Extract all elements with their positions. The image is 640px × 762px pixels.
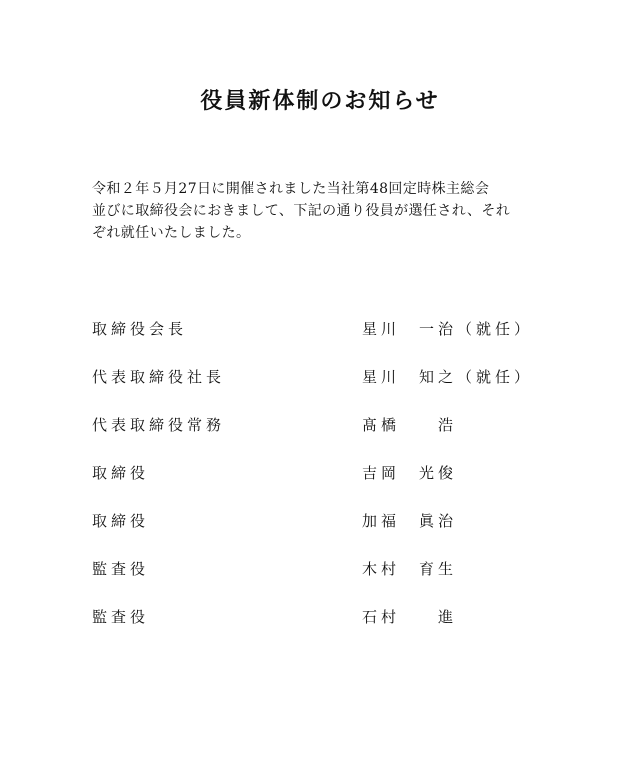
officer-list <box>92 318 562 654</box>
officer-name: 木村 育生 <box>362 560 458 578</box>
officer-title: 代表取締役常務 <box>92 416 226 434</box>
officer-row <box>92 318 562 366</box>
officer-row <box>92 414 562 462</box>
officer-title: 取締役会長 <box>92 320 188 338</box>
officer-name: 髙橋 浩 <box>362 416 458 434</box>
officer-row <box>92 366 562 414</box>
officer-title: 取締役 <box>92 464 150 482</box>
officer-title: 監査役 <box>92 560 150 578</box>
paragraph-line: ぞれ就任いたしました。 <box>92 225 251 241</box>
officer-name: 星川 知之（就任） <box>362 368 534 386</box>
officer-name: 星川 一治（就任） <box>362 320 534 338</box>
paragraph-line: 令和２年５月27日に開催されました当社第48回定時株主総会 <box>92 181 490 197</box>
document-title: 役員新体制のお知らせ <box>200 88 440 114</box>
officer-title: 監査役 <box>92 608 150 626</box>
officer-title: 代表取締役社長 <box>92 368 226 386</box>
officer-name: 加福 眞治 <box>362 512 458 530</box>
officer-row <box>92 510 562 558</box>
officer-name: 吉岡 光俊 <box>362 464 458 482</box>
officer-title: 取締役 <box>92 512 150 530</box>
announcement-paragraph <box>92 178 562 244</box>
officer-name: 石村 進 <box>362 608 458 626</box>
officer-row <box>92 462 562 510</box>
paragraph-line: 並びに取締役会におきまして、下記の通り役員が選任され、それ <box>92 203 511 219</box>
officer-row <box>92 558 562 606</box>
officer-row <box>92 606 562 654</box>
